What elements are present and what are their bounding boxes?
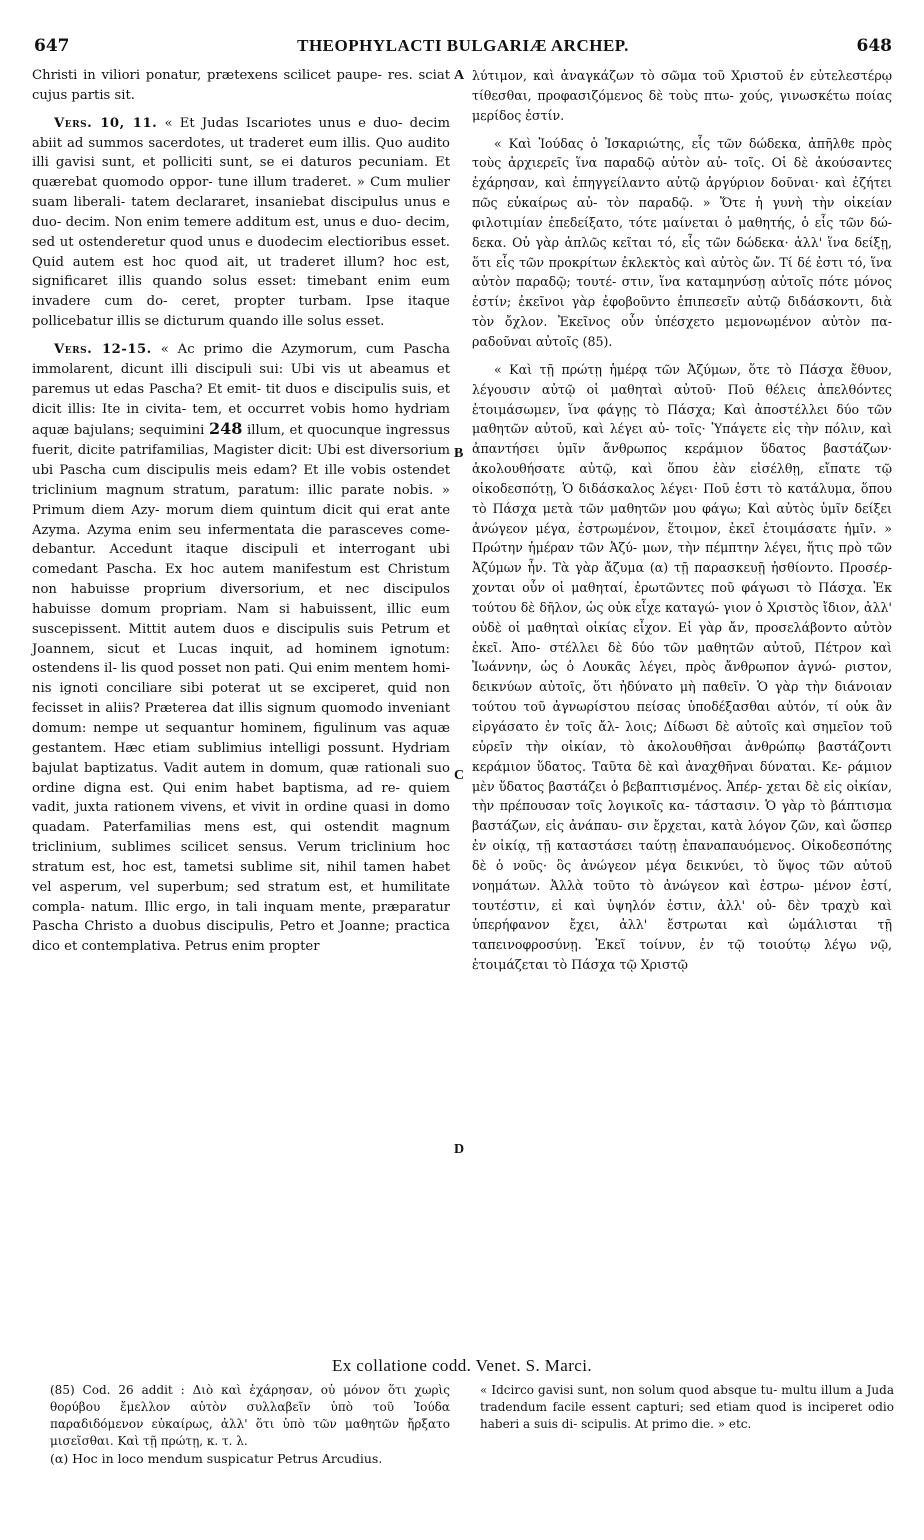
greek-paragraph: « Καὶ Ἰούδας ὁ Ἰσκαριώτης, εἷς τῶν δώδεκα, ἀπῆλθε πρὸς τοὺς ἀρχιερεῖς ἵνα παραδῷ αὐτὸν αὐ- τοῖς. Οἱ δὲ ἀκούσαντες ἐχάρησαν, καὶ ἐπηγγείλαντο αὐτῷ ἀργύριον δοῦναι· καὶ ἐζήτει πῶς εὐκαίρως αὐ- τὸν παραδῷ. » Ὅτε ἡ γυνὴ τὴν οἰκείαν φιλοτιμίαν ἐπεδείξατο, τότε μαίνεται ὁ μαθητής, ὁ εἷς τῶν δώ- δεκα. Οὐ γὰρ ἁπλῶς κεῖται τό, εἷς τῶν δώδεκα· ἀλλ' ἵνα δείξῃ, ὅτι εἷς τῶν προκρίτων ἐκλεκτὸς καὶ αὐτὸς ὤν. Τί δέ ἐστι τό, ἵνα αὐτὸν παραδῷ; τουτέ- στιν, ἵνα καταμηνύσῃ αὐτοῖς πότε μόνος ἐστίν; ἐκεῖνοι γὰρ ἐφοβοῦντο ἐπιπεσεῖν αὐτῷ διδάσκοντι, διὰ τὸν ὄχλον. Ἐκεῖνος οὖν ὑπέσχετο μεμονωμένον αὐτὸν πα- ραδοῦναι αὐτοῖς (85). bbox=[472, 135, 892, 349]
latin-paragraph bbox=[32, 114, 450, 332]
collation-note-latin: « Idcirco gavisi sunt, non solum quod absque tu- multu illum a Juda tradendum facile essent capturi; sed etiam quod is inciperet odio haberi a suis di- scipulis. At primo die. » etc. bbox=[480, 1383, 894, 1431]
collation-heading: Ex collatione codd. Venet. S. Marci. bbox=[331, 1356, 593, 1375]
verse-reference: Vers. 12-15. bbox=[54, 341, 152, 357]
page-number-left: 647 bbox=[34, 36, 70, 56]
greek-paragraph: « Καὶ τῇ πρώτῃ ἡμέρᾳ τῶν Ἀζύμων, ὅτε τὸ Πάσχα ἔθυον, λέγουσιν αὐτῷ οἱ μαθηταὶ αὐτοῦ· Ποῦ θέλεις ἀπελθόντες ἑτοιμάσωμεν, ἵνα φάγῃς τὸ Πάσχα; Καὶ ἀποστέλλει δύο τῶν μαθητῶν αὐτοῦ, καὶ λέγει αὐ- τοῖς· Ὑπάγετε εἰς τὴν πόλιν, καὶ ἀπαντήσει ὑμῖν ἄνθρωπος κεράμιον ὕδατος βαστάζων· ἀκολουθήσατε αὐτῷ, καὶ ὅπου ἐὰν εἰσέλθῃ, εἴπατε τῷ οἰκοδεσπότῃ, Ὁ διδάσκαλος λέγει· Ποῦ ἐστι τὸ κατάλυμα, ὅπου τὸ Πάσχα μετὰ τῶν μαθητῶν μου φάγω; Καὶ αὐτὸς ὑμῖν δείξει ἀνώγεον μέγα, ἐστρωμένον, ἕτοιμον, ἐκεῖ ἑτοιμάσατε ἡμῖν. » Πρώτην ἡμέραν τῶν Ἀζύ- μων, τὴν πέμπτην λέγει, ἥτις πρὸ τῶν Ἀζύμων ἦν. Τὰ γὰρ ἄζυμα (α) τῇ παρασκευῇ ἠσθίοντο. Προσέρ- χονται οὖν οἱ μαθηταί, ἐρωτῶντες ποῦ φάγωσι τὸ Πάσχα. Ἐκ τούτου δὲ δῆλον, ὡς οὐκ εἶχε καταγώ- γιον ὁ Χριστὸς ἴδιον, ἀλλ' οὐδὲ οἱ μαθηταὶ οἰκίας εἶχον. Εἰ γὰρ ἄν, προσελάβοντο αὐτὸν ἐκεῖ. Ἀπο- στέλλει δὲ δύο τῶν μαθητῶν αὐτοῦ, Πέτρον καὶ Ἰωάννην, ὡς ὁ Λουκᾶς λέγει, πρὸς ἄνθρωπον ἀγνώ- ριστον, δεικνύων αὐτοῖς, ὅτι ἠδύνατο μὴ παθεῖν. Ὁ γὰρ τὴν διάνοιαν τούτου τοῦ ἀγνωρίστου πείσας ὑποδέξασθαι αὐτόν, τί οὐκ ἂν εἰργάσατο ἐν τοῖς ἄλ- λοις; Δίδωσι δὲ αὐτοῖς καὶ σημεῖον τοῦ εὑρεῖν τὴν οἰκίαν, τὸ ἀκολουθῆσαι ἀνθρώπῳ βαστάζοντι κεράμιον ὕδατος. Ταῦτα δὲ καὶ ἀναχθῆναι δύναται. Κε- ράμιον μὲν ὕδατος βαστάζει ὁ βεβαπτισμένος. Ἀπέρ- χεται δὲ εἰς οἰκίαν, τὴν πρέπουσαν τοῖς λογικοῖς κα- τάστασιν. Ὁ γὰρ τὸ βάπτισμα βαστάζων, εἰς ἀνάπαυ- σιν ἔρχεται, κατὰ λόγον ζῶν, καὶ ὥσπερ ἐν οἰκίᾳ, τῇ καταστάσει ταύτῃ ἐπαναπαυόμενος. Οἰκοδεσπότης δὲ ὁ νοῦς· ὃς ἀνώγεον μέγα δεικνύει, τὸ ὕψος τῶν αὐτοῦ νοημάτων. Ἀλλὰ τοῦτο τὸ ἀνώγεον καὶ ἐστρω- μένον ἐστί, τουτέστιν, εἰ καὶ ὑψηλόν ἐστιν, ἀλλ' οὐ- δὲν τραχὺ καὶ ὑπερήφανον ἔχει, ἀλλ' ἔστρωται καὶ ὡμάλισται τῇ ταπεινοφροσύνῃ. Ἐκεῖ τοίνυν, ἐν τῷ τοιούτῳ λέγω νῷ, ἑτοιμάζεται τὸ Πάσχα τῷ Χριστῷ bbox=[472, 361, 892, 973]
running-title: THEOPHYLACTI BULGARIÆ ARCHEP. bbox=[297, 36, 629, 55]
column-number-marker: 248 bbox=[208, 419, 243, 439]
margin-letter-d: D bbox=[454, 1142, 465, 1157]
collation-note-greek: (85) Cod. 26 addit : Διὸ καὶ ἐχάρησαν, οὐ μόνον ὅτι χωρὶς θορύβου ἔμελλον αὐτὸν συλλαβεῖν ὑπὸ τοῦ Ἰούδα παραδιδόμενον εὐκαίρως, ἀλλ' ὅτι ὑπὸ τῶν μαθητῶν ἤρξατο μισεῖσθαι. Καὶ τῇ πρώτῃ, κ. τ. λ. bbox=[50, 1383, 450, 1448]
latin-text: « Et Judas Iscariotes unus e duo- decim abiit ad summos sacerdotes, ut traderet eum illis. Quo audito illi gavisi sunt, et polliciti sunt, se ei daturos pecuniam. Et quærebat quomodo oppor- tune illum traderet. » Cum mulier suam liberali- tatem declararet, insaniebat discipulus unus e duo- decim. Non enim temere additum est, unus e duo- decim, sed ut ostenderetur quod unus e duodecim electioribus esset. Quid autem est hoc quod ait, ut traderet illum? hoc est, significaret illis quando solus esset: timebant enim eum invadere cum do- ceret, propter turbam. Ipse itaque pollicebatur illis se dicturum quando ille solus esset. bbox=[32, 115, 450, 330]
verse-reference: Vers. 10, 11. bbox=[54, 115, 158, 131]
latin-text: illum, et quocunque ingressus fuerit, dicite patrifamilias, Magister dicit: Ubi est diversorium ubi Pascha cum discipulis meis edam? Et ille vobis ostendet triclinium magnum stratum, paratum: illic parate nobis. » Primum diem Azy- morum diem quintum dicit qui erat ante Azyma. Azyma enim seu infermentata die parasceves come- debantur. Accedunt itaque discipuli et interrogant ubi comedant Pascha. Ex hoc autem manifestum est Christum non habuisse proprium diversorium, et nec discipulos habuisse domum propriam. Nam si habuissent, illic eum suscepissent. Mittit autem duos e discipulis suis Petrum et Joannem, sicut et Lucas inquit, ad hominem ignotum: ostendens il- lis quod posset non pati. Qui enim mentem homi- nis ignoti conciliare sibi poterat ut se exciperet, quid non fecisset in aliis? Præterea dat illis signum quomodo inveniant domum: nempe ut sequantur hominem, figulinum vas aquæ gestantem. Hæc etiam sublimius intelligi possunt. Hydriam bajulat baptizatus. Vadit autem in domum, quæ rationali suo ordine digna est. Qui enim habet baptisma, ad re- quiem vadit, juxta rationem vivens, et vivit in ordine quasi in domo quadam. Paterfamilias mens est, qui ostendit magnum triclinium, sublimes scilicet sensus. Verum triclinium hoc stratum est, hoc est, tametsi sublime sit, nihil tamen habet vel asperum, vel superbum; sed stratum est, et humilitate compla- natum. Illic ergo, in tali inquam mente, præparatur Pascha Christo a duobus discipulis, Petro et Joanne; practica dico et contemplativa. Petrus enim propter bbox=[32, 423, 450, 955]
greek-column bbox=[472, 66, 892, 975]
margin-letter-a: A bbox=[454, 68, 465, 83]
margin-letter-b: B bbox=[454, 446, 464, 461]
latin-column bbox=[32, 66, 450, 957]
page-number-right: 648 bbox=[856, 36, 892, 56]
margin-letter-c: C bbox=[454, 768, 465, 783]
latin-paragraph: Christi in viliori ponatur, prætexens scilicet paupe- res. sciat cujus partis sit. bbox=[32, 68, 450, 103]
running-header bbox=[34, 36, 892, 62]
latin-paragraph bbox=[32, 340, 450, 957]
footnote-alpha: (α) Hoc in loco mendum suspicatur Petrus Arcudius. bbox=[50, 1451, 383, 1466]
latin-text: « Ac primo die Azymorum, cum Pascha immolarent, dicunt illi discipuli sui: Ubi vis ut abeamus et paremus ut edas Pascha? Et emit- tit duos e discipulis suis, et dicit illis: Ite in civita- tem, et occurret vobis homo hydriam aquæ bajulans; sequimini bbox=[32, 341, 450, 439]
greek-paragraph: λύτιμον, καὶ ἀναγκάζων τὸ σῶμα τοῦ Χριστοῦ ἐν εὐτελεστέρῳ τίθεσθαι, προφασιζόμενος δὲ τοὺς πτω- χούς, γινωσκέτω ποίας μερίδος ἐστίν. bbox=[472, 68, 892, 123]
